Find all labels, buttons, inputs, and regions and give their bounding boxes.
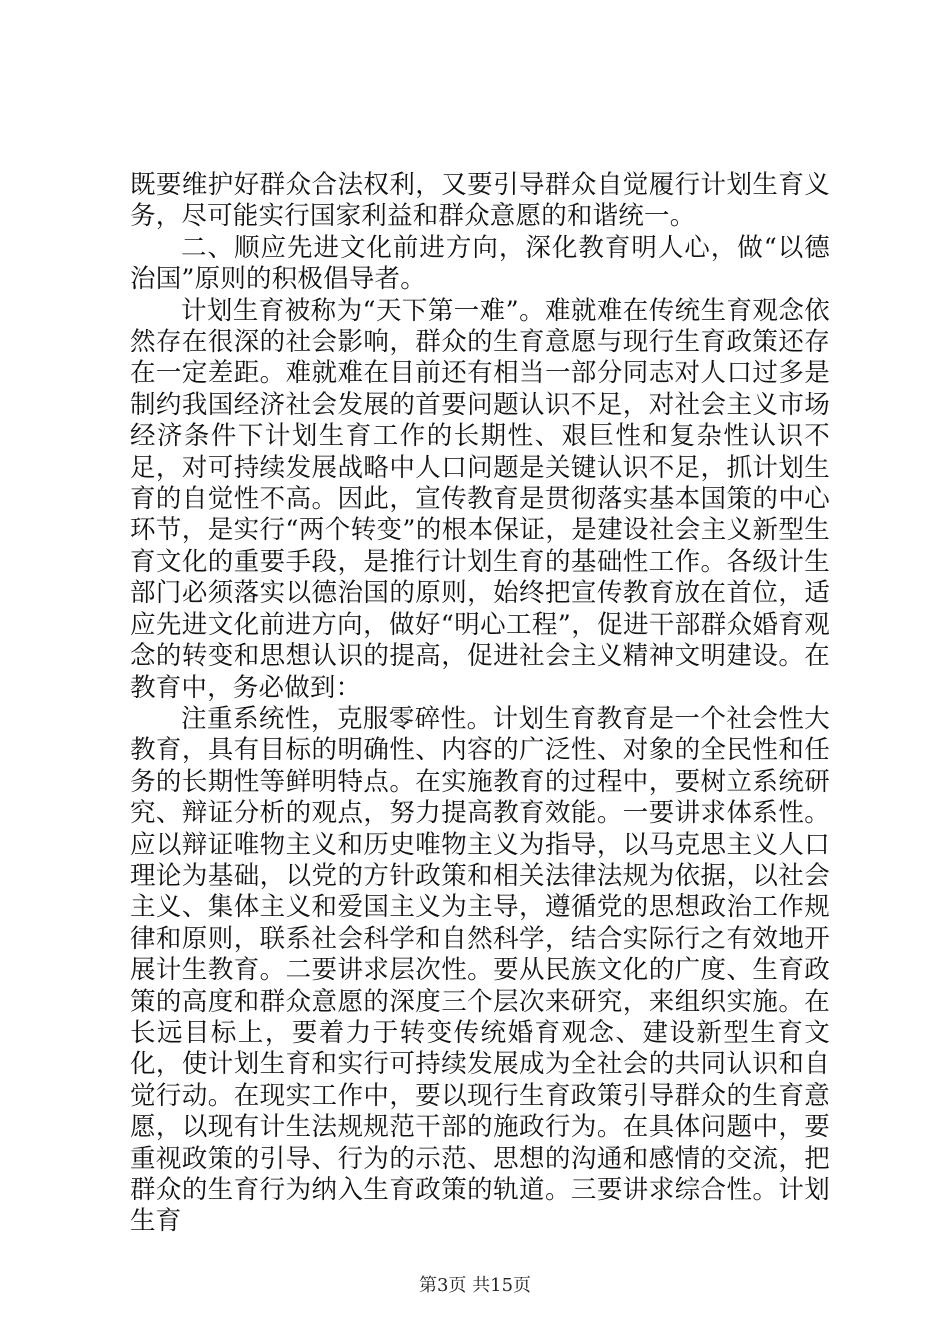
- page-footer: [0, 1271, 950, 1297]
- document-body: [130, 170, 830, 1238]
- paragraph-3: 计划生育被称为“天下第一难”。难就难在传统生育观念依然存在很深的社会影响，群众的生育意愿与现行生育政策还存在一定差距。难就难在目前还有相当一部分同志对人口过多是制约我国经济社会发展的首要问题认识不足，对社会主义市场经济条件下计划生育工作的长期性、艰巨性和复杂性认识不足，对可持续发展战略中人口问题是关键认识不足，抓计划生育的自觉性不高。因此，宣传教育是贯彻落实基本国策的中心环节，是实行“两个转变”的根本保证，是建设社会主义新型生育文化的重要手段，是推行计划生育的基础性工作。各级计生部门必须落实以德治国的原则，始终把宣传教育放在首位，适应先进文化前进方向，做好“明心工程”，促进干部群众婚育观念的转变和思想认识的提高，促进社会主义精神文明建设。在教育中，务必做到：: [130, 295, 830, 703]
- paragraph-1: 既要维护好群众合法权利，又要引导群众自觉履行计划生育义务，尽可能实行国家利益和群众意愿的和谐统一。: [130, 170, 830, 232]
- paragraph-2-heading: 二、顺应先进文化前进方向，深化教育明人心，做“以德治国”原则的积极倡导者。: [130, 232, 830, 295]
- page-number: 第3页 共15页: [418, 1275, 532, 1296]
- paragraph-4: 注重系统性，克服零碎性。计划生育教育是一个社会性大教育，具有目标的明确性、内容的广泛性、对象的全民性和任务的长期性等鲜明特点。在实施教育的过程中，要树立系统研究、辩证分析的观点，努力提高教育效能。一要讲求体系性。应以辩证唯物主义和历史唯物主义为指导，以马克思主义人口理论为基础，以党的方针政策和相关法律法规为依据，以社会主义、集体主义和爱国主义为主导，遵循党的思想政治工作规律和原则，联系社会科学和自然科学，结合实际行之有效地开展计生教育。二要讲求层次性。要从民族文化的广度、生育政策的高度和群众意愿的深度三个层次来研究，来组织实施。在长远目标上，要着力于转变传统婚育观念、建设新型生育文化，使计划生育和实行可持续发展成为全社会的共同认识和自觉行动。在现实工作中，要以现行生育政策引导群众的生育意愿，以现有计生法规规范干部的施政行为。在具体问题中，要重视政策的引导、行为的示范、思想的沟通和感情的交流，把群众的生育行为纳入生育政策的轨道。三要讲求综合性。计划生育: [130, 703, 830, 1237]
